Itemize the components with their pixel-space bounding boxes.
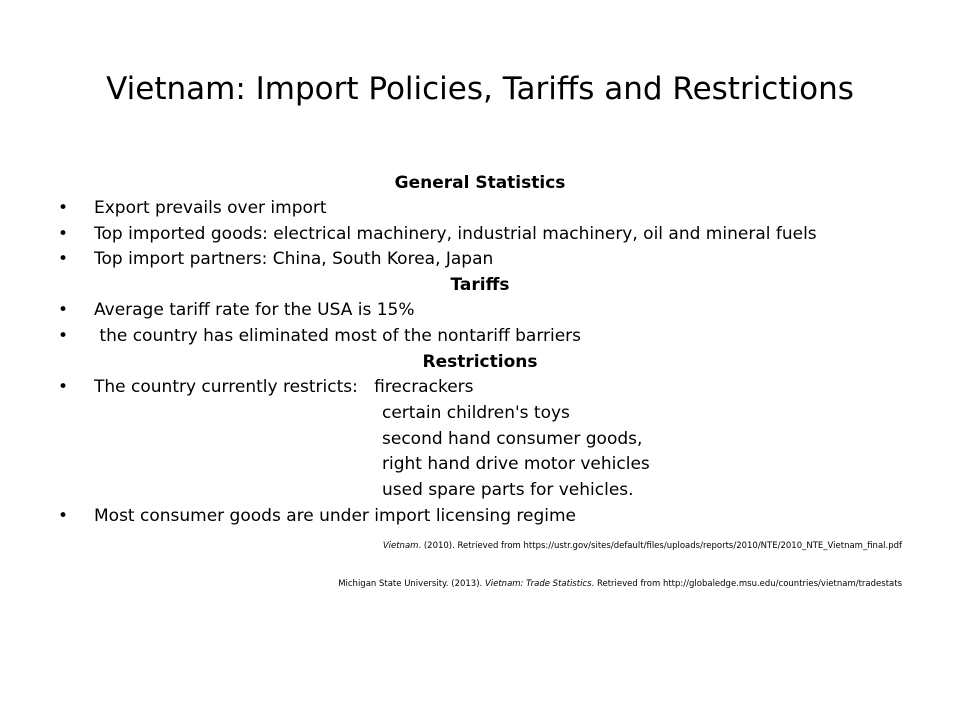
bullet-icon: • bbox=[57, 326, 69, 346]
list-item bbox=[0, 323, 960, 349]
list-item bbox=[0, 374, 960, 400]
bullet-icon: • bbox=[57, 224, 69, 244]
bullet-text: the country has eliminated most of the nontariff barriers bbox=[94, 326, 582, 346]
bullet-text: Most consumer goods are under import licensing regime bbox=[94, 506, 577, 526]
list-item bbox=[0, 503, 960, 529]
list-item bbox=[0, 297, 960, 323]
restricted-item: second hand consumer goods, bbox=[382, 429, 643, 449]
bullet-text: Average tariff rate for the USA is 15% bbox=[94, 300, 415, 320]
citation-author: Michigan State University. (2013). bbox=[338, 579, 485, 589]
list-item bbox=[0, 246, 960, 272]
slide-title: Vietnam: Import Policies, Tariffs and Restrictions bbox=[106, 71, 854, 107]
bullet-text: Top imported goods: electrical machinery, industrial machinery, oil and mineral fuels bbox=[94, 224, 817, 244]
heading-tariffs: Tariffs bbox=[450, 275, 510, 295]
restricted-item: right hand drive motor vehicles bbox=[382, 454, 650, 474]
citation-text: . Retrieved from http://globaledge.msu.edu/countries/vietnam/tradestats bbox=[591, 579, 902, 589]
heading-restrictions: Restrictions bbox=[422, 352, 538, 372]
restricted-item: used spare parts for vehicles. bbox=[382, 480, 634, 500]
bullet-icon: • bbox=[57, 198, 69, 218]
citation-text: . (2010). Retrieved from https://ustr.gov/sites/default/files/uploads/reports/2010/NTE/2010_NTE_Vietnam_final.pdf bbox=[418, 541, 902, 551]
bullet-icon: • bbox=[57, 506, 69, 526]
bullet-icon: • bbox=[57, 300, 69, 320]
restricted-item: certain children's toys bbox=[382, 403, 570, 423]
citation-ustr bbox=[383, 540, 902, 552]
list-item bbox=[0, 195, 960, 221]
bullet-text: The country currently restricts: firecrackers bbox=[94, 377, 474, 397]
bullet-text: Export prevails over import bbox=[94, 198, 327, 218]
bullet-icon: • bbox=[57, 249, 69, 269]
citation-title: Vietnam: Trade Statistics bbox=[484, 579, 592, 589]
heading-general-statistics: General Statistics bbox=[394, 173, 566, 193]
list-item bbox=[0, 221, 960, 247]
citation-msu bbox=[338, 578, 902, 590]
citation-title: Vietnam bbox=[382, 541, 419, 551]
bullet-text: Top import partners: China, South Korea, Japan bbox=[94, 249, 494, 269]
bullet-icon: • bbox=[57, 377, 69, 397]
